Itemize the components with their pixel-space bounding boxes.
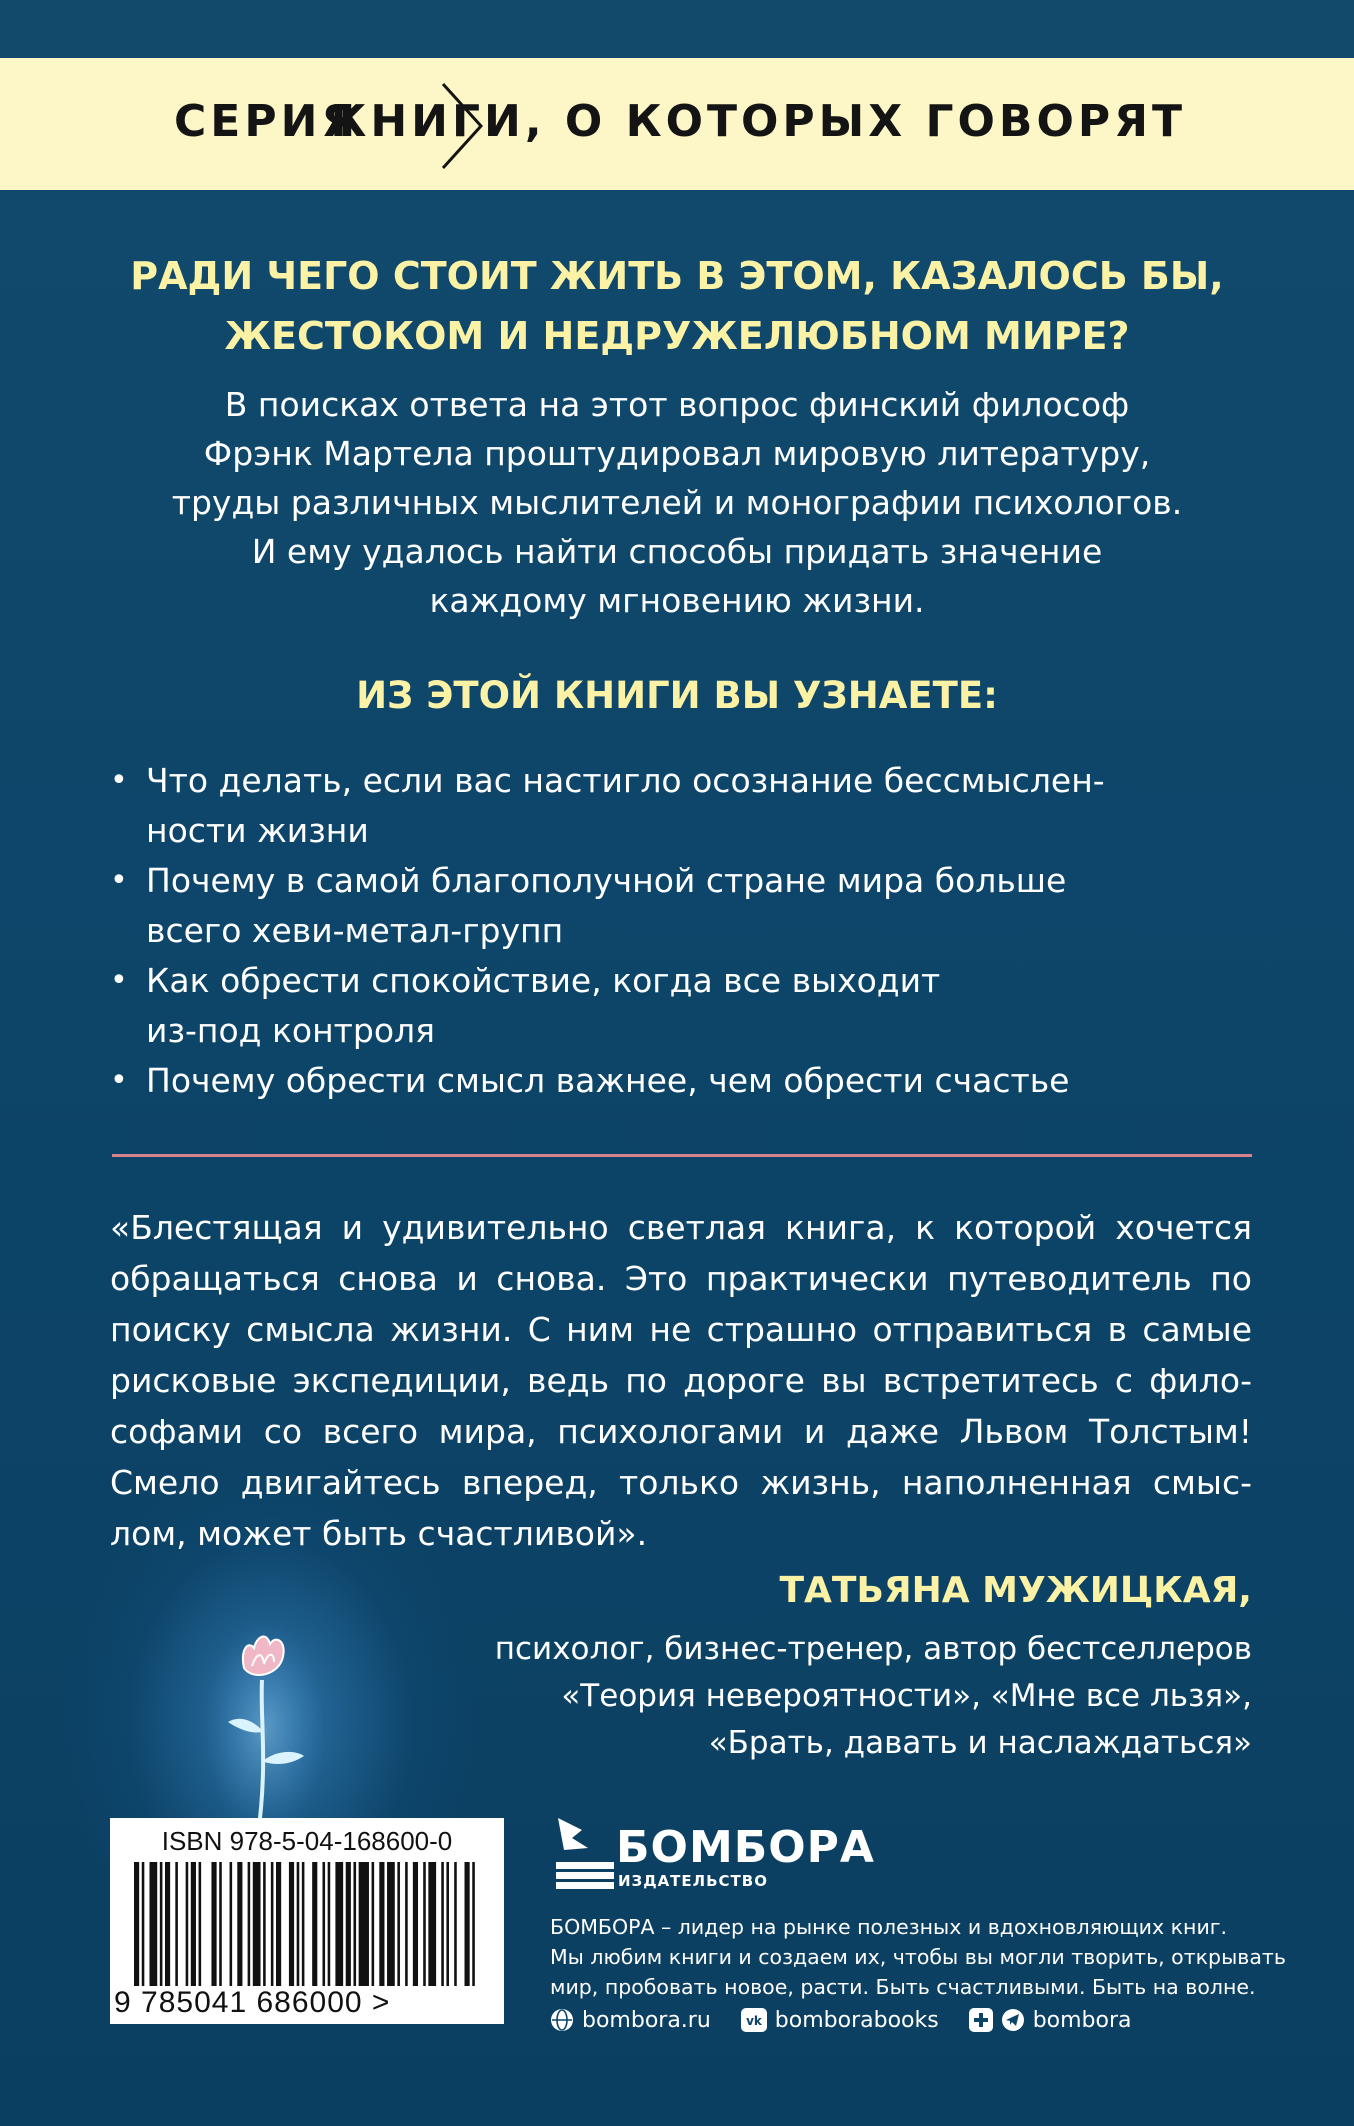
barcode-bar [276, 1862, 281, 1986]
barcode-bar [353, 1862, 356, 1986]
quote-line: обращаться снова и снова. Это практически путеводитель по [110, 1259, 1252, 1298]
barcode-bars [134, 1862, 480, 1986]
barcode-bar [302, 1862, 305, 1986]
barcode-bar [312, 1862, 317, 1986]
barcode-bar [165, 1862, 170, 1986]
section-divider [112, 1154, 1252, 1157]
intro-line: В поисках ответа на этот вопрос финский философ [224, 385, 1130, 424]
barcode-bar [446, 1862, 449, 1986]
plus-icon [969, 2008, 993, 2032]
barcode-bar [248, 1862, 251, 1986]
barcode-bar [271, 1862, 274, 1986]
barcode-bar [149, 1862, 157, 1986]
barcode-bar [175, 1862, 178, 1986]
barcode-bar [465, 1862, 470, 1986]
barcode-bar [372, 1862, 375, 1986]
barcode-box [110, 1818, 504, 2024]
barcode-bar [191, 1862, 196, 1986]
series-label: СЕРИЯ [174, 96, 360, 147]
intro-line: каждому мгновению жизни. [429, 581, 925, 620]
social-telegram[interactable] [969, 2008, 1132, 2033]
series-title: КНИГИ, О КОТОРЫХ ГОВОРЯТ [330, 96, 1186, 147]
barcode-bar [219, 1862, 222, 1986]
vk-icon [741, 2008, 767, 2032]
social-links [550, 2004, 1162, 2036]
barcode-digits: 9 785041 686000 > [114, 1986, 391, 2019]
flower-illustration [200, 1610, 330, 1840]
barcode-bar [335, 1862, 343, 1986]
publisher-description-line: мир, пробовать новое, расти. Быть счастливыми. Быть на волне. [550, 1975, 1256, 1999]
quote-line: «Блестящая и удивительно светлая книга, к которой хочется [110, 1208, 1252, 1247]
barcode-bar [211, 1862, 216, 1986]
barcode-bar [263, 1862, 266, 1986]
credentials-line: «Теория невероятности», «Мне все льзя», [561, 1678, 1252, 1714]
list-item-text: Почему обрести смысл важнее, чем обрести счастье [146, 1061, 1070, 1100]
publisher-subtitle: ИЗДАТЕЛЬСТВО [618, 1872, 768, 1890]
barcode-bar [346, 1862, 351, 1986]
intro-line: И ему удалось найти способы придать значение [251, 532, 1103, 571]
quote-line: Смело двигайтесь вперед, только жизнь, наполненная смыс- [110, 1463, 1252, 1502]
testimonial-quote [110, 1202, 1252, 1559]
barcode-bar [328, 1862, 331, 1986]
intro-line: Фрэнк Мартела проштудировал мировую литературу, [203, 434, 1151, 473]
barcode-bar [297, 1862, 300, 1986]
bullet-icon: • [110, 763, 128, 798]
isbn-text: ISBN 978-5-04-168600-0 [161, 1826, 453, 1856]
telegram-icon [1001, 2008, 1025, 2032]
barcode-bar [405, 1862, 408, 1986]
barcode-bar [387, 1862, 395, 1986]
barcode-bar [359, 1862, 369, 1986]
social-telegram-label: bombora [1032, 2007, 1132, 2033]
quote-line: лом, может быть счастливой». [110, 1514, 648, 1553]
bullet-icon: • [110, 963, 128, 998]
headline-line: РАДИ ЧЕГО СТОИТ ЖИТЬ В ЭТОМ, КАЗАЛОСЬ БЫ, [130, 254, 1224, 298]
publisher-name: БОМБОРА [616, 1822, 875, 1873]
barcode-bar [413, 1862, 418, 1986]
list-item-text: Почему в самой благополучной стране мира больше всего хеви-метал-групп [146, 861, 1067, 950]
barcode-bar [253, 1862, 261, 1986]
quote-line: рисковые экспедиции, ведь по дороге вы встретитесь с фило- [110, 1361, 1252, 1400]
list-item-text: Как обрести спокойствие, когда все выходит из-под контроля [146, 961, 941, 1050]
social-vk[interactable] [741, 2008, 939, 2033]
learn-list [110, 756, 1270, 1106]
credentials-line: психолог, бизнес-тренер, автор бестселлеров [494, 1631, 1252, 1667]
quote-author: ТАТЬЯНА МУЖИЦКАЯ, [779, 1570, 1252, 1611]
barcode-bar [428, 1862, 436, 1986]
barcode-bar [454, 1862, 457, 1986]
headline-line: ЖЕСТОКОМ И НЕДРУЖЕЛЮБНОМ МИРЕ? [224, 314, 1130, 358]
barcode-bar [230, 1862, 233, 1986]
barcode-bar [142, 1862, 145, 1986]
svg-text:vk: vk [745, 2014, 762, 2028]
list-item [110, 956, 1270, 1056]
publisher-description-line: БОМБОРА – лидер на рынке полезных и вдохновляющих книг. [550, 1915, 1228, 1939]
credentials-line: «Брать, давать и наслаждаться» [708, 1725, 1252, 1761]
publisher-description [550, 1912, 1286, 2002]
bullet-icon: • [110, 1063, 128, 1098]
barcode-bar [289, 1862, 294, 1986]
quote-line: софами со всего мира, психологами и даже Львом Толстым! [110, 1412, 1252, 1451]
barcode-bar [322, 1862, 325, 1986]
barcode-bar [160, 1862, 163, 1986]
learn-heading: ИЗ ЭТОЙ КНИГИ ВЫ УЗНАЕТЕ: [356, 674, 998, 717]
headline-question [80, 246, 1274, 366]
bullet-icon: • [110, 863, 128, 898]
social-site[interactable] [550, 2008, 711, 2033]
list-item [110, 756, 1270, 856]
barcode-bar [472, 1862, 475, 1986]
barcode-bar [397, 1862, 400, 1986]
barcode-bar [441, 1862, 444, 1986]
globe-icon [550, 2008, 574, 2032]
list-item [110, 1056, 1270, 1106]
social-site-label: bombora.ru [582, 2007, 711, 2033]
barcode-bar [186, 1862, 189, 1986]
intro-paragraph [60, 380, 1294, 625]
barcode-bar [423, 1862, 426, 1986]
barcode-bar [237, 1862, 242, 1986]
barcode-bar [134, 1862, 139, 1986]
intro-line: труды различных мыслителей и монографии психологов. [171, 483, 1183, 522]
barcode-bar [379, 1862, 384, 1986]
social-vk-label: bomborabooks [774, 2007, 939, 2033]
list-item [110, 856, 1270, 956]
series-band [0, 58, 1354, 190]
quote-line: поиску смысла жизни. С ним не страшно отправиться в самые [110, 1310, 1252, 1349]
list-item-text: Что делать, если вас настигло осознание бессмыслен- ности жизни [146, 761, 1105, 850]
publisher-description-line: Мы любим книги и создаем их, чтобы вы могли творить, открывать [550, 1945, 1286, 1969]
barcode-bar [199, 1862, 202, 1986]
author-credentials [495, 1626, 1252, 1767]
